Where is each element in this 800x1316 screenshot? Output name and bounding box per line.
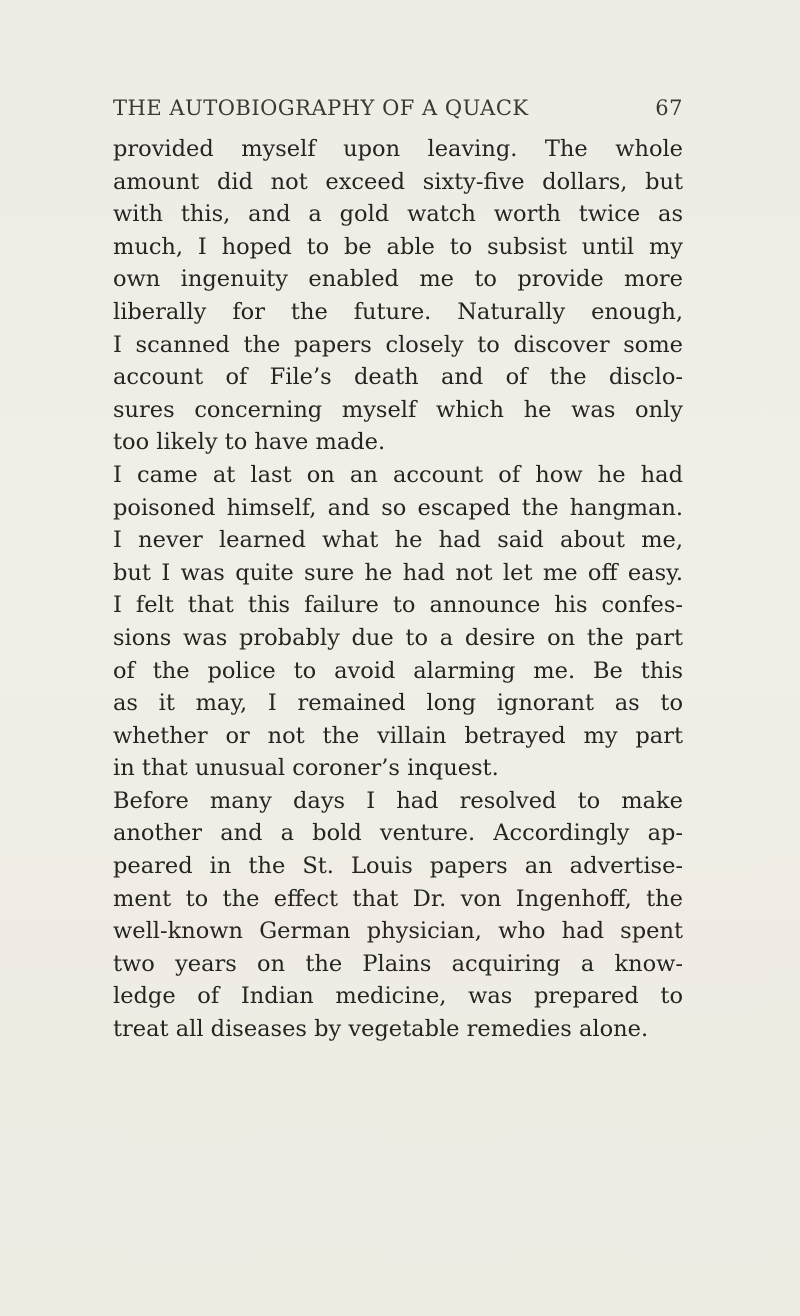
text-line: provided myself upon leaving. The whole	[113, 136, 683, 162]
text-line: as it may, I remained long ignorant as to	[113, 690, 683, 717]
text-line: I came at last on an account of how he had	[113, 461, 683, 488]
text-line: poisoned himself, and so escaped the hangman.	[113, 494, 683, 521]
text-line: with this, and a gold watch worth twice as	[113, 201, 683, 228]
text-line: of the police to avoid alarming me. Be this	[113, 657, 683, 684]
text-line: another and a bold venture. Accordingly ap-	[113, 820, 683, 847]
text-line: two years on the Plains acquiring a know-	[113, 950, 683, 977]
text-line: treat all diseases by vegetable remedies alone.	[113, 1016, 649, 1043]
text-line: but I was quite sure he had not let me off easy.	[113, 559, 683, 586]
text-line: ledge of Indian medicine, was prepared to	[113, 983, 683, 1010]
page-number: 67	[655, 96, 683, 120]
running-head-title: THE AUTOBIOGRAPHY OF A QUACK	[113, 96, 529, 120]
text-line: I scanned the papers closely to discover some	[113, 331, 683, 358]
text-line: peared in the St. Louis papers an advertise-	[113, 853, 683, 880]
text-line: in that unusual coroner’s inquest.	[113, 755, 499, 782]
text-line: sions was probably due to a desire on the part	[113, 624, 683, 651]
text-line: whether or not the villain betrayed my part	[113, 722, 683, 749]
text-line: much, I hoped to be able to subsist until my	[113, 233, 683, 260]
text-line: own ingenuity enabled me to provide more	[113, 266, 683, 293]
text-line: too likely to have made.	[113, 429, 386, 456]
text-line: I never learned what he had said about me,	[113, 527, 683, 554]
text-line: ment to the effect that Dr. von Ingenhoff, the	[113, 885, 683, 912]
text-line: amount did not exceed sixty-five dollars, but	[113, 168, 683, 195]
text-line: liberally for the future. Naturally enough,	[113, 298, 683, 325]
text-line: I felt that this failure to announce his confes-	[113, 592, 683, 619]
text-line: Before many days I had resolved to make	[113, 787, 683, 814]
text-line: sures concerning myself which he was only	[113, 396, 683, 423]
text-line: well-known German physician, who had spent	[113, 918, 683, 945]
body-text	[113, 133, 683, 1046]
text-line: account of File’s death and of the disclo-	[113, 364, 683, 391]
